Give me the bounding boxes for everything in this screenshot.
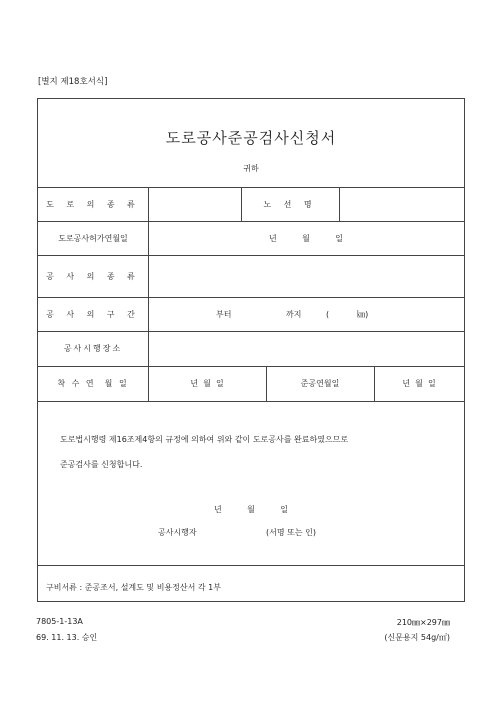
section-label: 공 사 의 구 간 — [46, 309, 140, 319]
completion-date-label: 준공연월일 — [300, 379, 340, 388]
attachments-note: 구비서류 : 준공조서, 설계도 및 비용정산서 각 1부 — [46, 583, 221, 592]
row-divider — [38, 565, 464, 566]
work-type-label: 공 사 의 종 류 — [46, 271, 140, 281]
approval-date: 69. 11. 13. 승인 — [36, 633, 98, 642]
route-name-field[interactable] — [339, 187, 464, 221]
addressee: 귀하 — [243, 163, 259, 173]
permit-date-field[interactable]: 년 월 일 — [268, 233, 344, 243]
paper-type: (신문용지 54g/㎡) — [384, 633, 450, 642]
application-statement: 도로법시행령 제16조제4항의 규정에 의하여 위와 같이 도로공사를 완료하였으므로 — [60, 435, 349, 444]
paper-size: 210㎜×297㎜ — [396, 618, 450, 627]
completion-date-field[interactable]: 년 월 일 — [402, 379, 436, 388]
section-from: 부터 — [216, 309, 232, 319]
form-title: 도로공사준공검사신청서 — [165, 129, 337, 147]
road-type-field[interactable] — [148, 187, 241, 221]
signature-field[interactable]: (서명 또는 인) — [266, 528, 316, 537]
start-date-field[interactable]: 년 월 일 — [190, 379, 224, 388]
section-length: ( ㎞) — [326, 309, 369, 319]
start-date-label: 착 수 연 월 일 — [57, 379, 129, 388]
permit-date-label: 도로공사허가연월일 — [58, 233, 128, 243]
row-divider — [38, 401, 464, 402]
section-to: 까지 — [286, 309, 302, 319]
applicant-label: 공사시행자 — [158, 528, 197, 537]
route-name-label: 노 선 명 — [263, 199, 317, 209]
form-number: [별지 제18호서식] — [38, 77, 108, 87]
form-code: 7805-1-13A — [36, 617, 83, 626]
application-statement-end: 준공검사를 신청합니다. — [60, 460, 143, 469]
place-label: 공사시행장소 — [63, 344, 123, 353]
application-form — [37, 98, 465, 602]
place-field[interactable] — [148, 331, 464, 366]
road-type-label: 도 로 의 종 류 — [46, 199, 140, 209]
work-type-field[interactable] — [148, 255, 464, 297]
application-date: 년 월 일 — [213, 504, 289, 514]
